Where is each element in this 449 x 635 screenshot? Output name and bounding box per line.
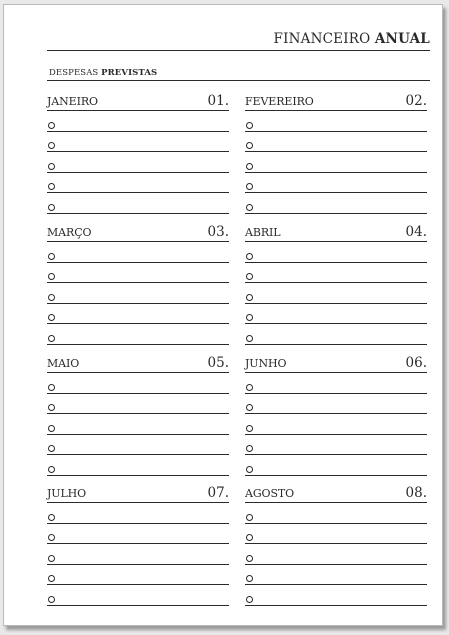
expense-line[interactable] (47, 111, 229, 132)
checkbox-circle-icon[interactable] (48, 122, 55, 129)
checkbox-circle-icon[interactable] (246, 253, 253, 260)
expense-line[interactable] (47, 263, 229, 284)
checkbox-circle-icon[interactable] (246, 425, 253, 432)
expense-line[interactable] (245, 263, 427, 284)
expense-line[interactable] (47, 503, 229, 524)
expense-line[interactable] (47, 173, 229, 194)
checkbox-circle-icon[interactable] (246, 204, 253, 211)
checkbox-circle-icon[interactable] (48, 445, 55, 452)
section-heading-bold: PREVISTAS (101, 68, 158, 78)
checkbox-circle-icon[interactable] (48, 404, 55, 411)
expense-line[interactable] (47, 304, 229, 325)
checkbox-circle-icon[interactable] (246, 183, 253, 190)
expense-line[interactable] (245, 585, 427, 606)
checkbox-circle-icon[interactable] (48, 314, 55, 321)
month-name: JUNHO (245, 357, 287, 370)
checkbox-circle-icon[interactable] (48, 596, 55, 603)
expense-line[interactable] (245, 242, 427, 263)
expense-line[interactable] (47, 565, 229, 586)
checkbox-circle-icon[interactable] (246, 384, 253, 391)
month-name: FEVEREIRO (245, 95, 314, 108)
month-number: 01. (207, 93, 229, 109)
expense-line[interactable] (245, 373, 427, 394)
month-number: 03. (207, 224, 229, 240)
expense-line[interactable] (47, 524, 229, 545)
month-header (245, 485, 427, 503)
checkbox-circle-icon[interactable] (48, 142, 55, 149)
month-header (47, 224, 229, 242)
expense-line[interactable] (47, 414, 229, 435)
expense-line[interactable] (47, 132, 229, 153)
checkbox-circle-icon[interactable] (246, 445, 253, 452)
expense-line[interactable] (245, 544, 427, 565)
expense-line[interactable] (245, 324, 427, 345)
expense-line[interactable] (245, 503, 427, 524)
checkbox-circle-icon[interactable] (48, 273, 55, 280)
expense-line[interactable] (245, 394, 427, 415)
checkbox-circle-icon[interactable] (246, 404, 253, 411)
checkbox-circle-icon[interactable] (48, 514, 55, 521)
expense-line[interactable] (47, 435, 229, 456)
checkbox-circle-icon[interactable] (48, 183, 55, 190)
expense-line[interactable] (245, 152, 427, 173)
month-name: MAIO (47, 357, 80, 370)
month-header (245, 93, 427, 111)
expense-line[interactable] (245, 455, 427, 476)
month-name: AGOSTO (245, 487, 295, 500)
checkbox-circle-icon[interactable] (246, 575, 253, 582)
checkbox-circle-icon[interactable] (246, 142, 253, 149)
month-block-marco (47, 224, 229, 348)
checkbox-circle-icon[interactable] (48, 534, 55, 541)
checkbox-circle-icon[interactable] (246, 596, 253, 603)
expense-line[interactable] (47, 324, 229, 345)
title-divider (47, 50, 430, 51)
expense-line[interactable] (245, 524, 427, 545)
expense-line[interactable] (245, 132, 427, 153)
month-number: 05. (207, 355, 229, 371)
expense-line[interactable] (245, 283, 427, 304)
checkbox-circle-icon[interactable] (246, 314, 253, 321)
month-number: 04. (405, 224, 427, 240)
checkbox-circle-icon[interactable] (246, 163, 253, 170)
expense-line[interactable] (47, 585, 229, 606)
month-name: JANEIRO (47, 95, 98, 108)
planner-page (3, 4, 443, 626)
page-title-regular: FINANCEIRO (273, 31, 375, 47)
checkbox-circle-icon[interactable] (48, 425, 55, 432)
expense-line[interactable] (47, 544, 229, 565)
checkbox-circle-icon[interactable] (246, 534, 253, 541)
page-title-bold: ANUAL (374, 31, 430, 47)
checkbox-circle-icon[interactable] (246, 294, 253, 301)
checkbox-circle-icon[interactable] (246, 122, 253, 129)
section-heading-regular: DESPESAS (49, 68, 102, 78)
page-title (274, 31, 430, 47)
checkbox-circle-icon[interactable] (48, 555, 55, 562)
expense-line[interactable] (245, 565, 427, 586)
expense-line[interactable] (245, 304, 427, 325)
section-divider (47, 80, 430, 81)
checkbox-circle-icon[interactable] (246, 466, 253, 473)
month-header (47, 485, 229, 503)
month-block-junho (245, 355, 427, 479)
expense-line[interactable] (245, 111, 427, 132)
month-block-janeiro (47, 93, 229, 217)
month-header (47, 355, 229, 373)
checkbox-circle-icon[interactable] (48, 466, 55, 473)
month-block-abril (245, 224, 427, 348)
expense-line[interactable] (47, 455, 229, 476)
checkbox-circle-icon[interactable] (48, 384, 55, 391)
expense-line[interactable] (245, 414, 427, 435)
checkbox-circle-icon[interactable] (48, 163, 55, 170)
expense-line[interactable] (245, 435, 427, 456)
expense-line[interactable] (47, 394, 229, 415)
month-name: ABRIL (245, 226, 281, 239)
expense-line[interactable] (245, 173, 427, 194)
month-header (245, 224, 427, 242)
checkbox-circle-icon[interactable] (48, 575, 55, 582)
expense-line[interactable] (47, 373, 229, 394)
expense-line[interactable] (47, 242, 229, 263)
month-number: 02. (405, 93, 427, 109)
section-heading (49, 68, 157, 78)
month-block-julho (47, 485, 229, 609)
expense-line[interactable] (47, 283, 229, 304)
checkbox-circle-icon[interactable] (48, 294, 55, 301)
checkbox-circle-icon[interactable] (246, 335, 253, 342)
expense-line[interactable] (47, 152, 229, 173)
checkbox-circle-icon[interactable] (246, 273, 253, 280)
checkbox-circle-icon[interactable] (48, 335, 55, 342)
checkbox-circle-icon[interactable] (246, 514, 253, 521)
month-name: MARÇO (47, 226, 92, 239)
month-number: 06. (405, 355, 427, 371)
month-name: JULHO (47, 487, 87, 500)
month-number: 08. (405, 485, 427, 501)
month-number: 07. (207, 485, 229, 501)
checkbox-circle-icon[interactable] (246, 555, 253, 562)
month-block-fevereiro (245, 93, 427, 217)
month-header (245, 355, 427, 373)
checkbox-circle-icon[interactable] (48, 204, 55, 211)
month-block-agosto (245, 485, 427, 609)
checkbox-circle-icon[interactable] (48, 253, 55, 260)
month-header (47, 93, 229, 111)
expense-line[interactable] (47, 193, 229, 214)
month-block-maio (47, 355, 229, 479)
expense-line[interactable] (245, 193, 427, 214)
